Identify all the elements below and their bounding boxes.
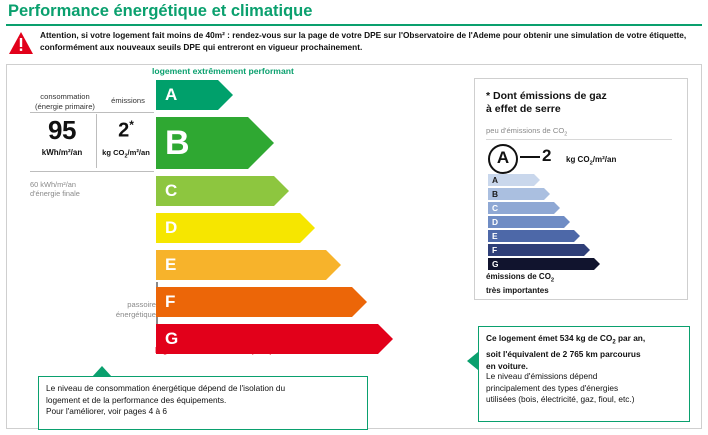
bar-letter: E bbox=[165, 255, 177, 274]
bar-letter: C bbox=[165, 181, 178, 200]
emissions-value-star: * bbox=[129, 118, 134, 132]
ges-dash bbox=[520, 156, 540, 158]
callout-right-bold-line1: Ce logement émet 534 kg de CO bbox=[486, 333, 613, 343]
ges-subtitle bbox=[486, 126, 676, 138]
bar-letter: G bbox=[165, 329, 179, 348]
final-energy-note bbox=[30, 180, 140, 198]
bar-letter: B bbox=[165, 124, 190, 162]
callout-right-bold-line2: soit l'équivalent de 2 765 km parcourus bbox=[486, 349, 641, 360]
ges-selected-badge: A bbox=[488, 144, 518, 174]
ges-title-line1: * Dont émissions de gaz bbox=[486, 90, 607, 102]
title-divider bbox=[6, 24, 702, 26]
emissions-unit-sub: 2 bbox=[124, 153, 128, 160]
callout-left-line2: logement et de la performance des équipements. bbox=[46, 394, 227, 405]
emissions-unit-a: kg CO bbox=[102, 148, 125, 157]
consumption-unit: kWh/m²/an bbox=[41, 148, 83, 157]
passoire-note bbox=[90, 300, 156, 319]
emissions-unit bbox=[96, 148, 156, 160]
ges-class-bar-g bbox=[488, 258, 594, 270]
energy-class-scale bbox=[156, 80, 396, 348]
ges-unit-b: /m²/an bbox=[592, 155, 617, 164]
values-separator bbox=[96, 114, 97, 168]
ges-bar-letter: E bbox=[492, 231, 498, 241]
ges-bar-body bbox=[488, 258, 594, 270]
callout-right-line1: Le niveau d'émissions dépend bbox=[486, 371, 598, 381]
ges-bar-letter: C bbox=[492, 203, 499, 213]
ges-class-bar-b bbox=[488, 188, 544, 200]
ges-class-bar-e bbox=[488, 230, 574, 242]
passoire-line1: passoire bbox=[127, 300, 156, 309]
bar-letter: A bbox=[165, 85, 178, 104]
bar-letter: F bbox=[165, 292, 176, 311]
ges-unit-a: kg CO bbox=[566, 155, 590, 164]
ges-bar-letter: G bbox=[492, 259, 499, 269]
ges-bar-arrow-tip bbox=[574, 230, 580, 242]
energy-class-bar-e bbox=[156, 250, 326, 280]
ges-class-bar-d bbox=[488, 216, 564, 228]
consumption-label-line1: consommation bbox=[40, 92, 90, 101]
final-energy-line1: 60 kWh/m²/an bbox=[30, 180, 77, 189]
bar-body bbox=[156, 324, 378, 354]
ges-bar-arrow-tip bbox=[554, 202, 560, 214]
energy-class-bar-d bbox=[156, 213, 300, 243]
warning-triangle-icon bbox=[8, 31, 34, 55]
bar-arrow-tip bbox=[300, 213, 315, 243]
energy-class-bar-b bbox=[156, 117, 248, 169]
bar-body bbox=[156, 213, 300, 243]
ges-bar-letter: B bbox=[492, 189, 499, 199]
consumption-label-line2: (énergie primaire) bbox=[35, 101, 95, 111]
energy-class-bar-a bbox=[156, 80, 218, 110]
ges-subtitle-text: peu d'émissions de CO bbox=[486, 126, 565, 135]
callout-right-text bbox=[486, 371, 682, 406]
emissions-label: émissions bbox=[111, 96, 145, 105]
callout-right-line3: utilisées (bois, électricité, gaz, fioul, etc.) bbox=[486, 394, 635, 404]
warning-text: Attention, si votre logement fait moins de 40m² : rendez-vous sur la page de votre DPE sur l'Observatoire de l'Ademe pour obtenir une simulation de votre étiquette, conformément aux nouveaux seuils DPE qui entreront en vigueur prochainement. bbox=[40, 30, 687, 52]
ges-bar-arrow-tip bbox=[534, 174, 540, 186]
emissions-value bbox=[98, 118, 154, 143]
ges-unit bbox=[566, 155, 616, 167]
emissions-value-number: 2 bbox=[118, 119, 130, 142]
ges-bar-arrow-tip bbox=[594, 258, 600, 270]
bar-body bbox=[156, 287, 352, 317]
callout-right-bold-sub: 2 bbox=[612, 339, 616, 346]
ges-class-bar-f bbox=[488, 244, 584, 256]
scale-caption-top: logement extrêmement performant bbox=[152, 66, 294, 76]
ges-divider bbox=[486, 139, 672, 140]
ges-bar-arrow-tip bbox=[584, 244, 590, 256]
page-title: Performance énergétique et climatique bbox=[8, 2, 313, 20]
callout-right-bold-line1b: par an, bbox=[615, 333, 646, 343]
ges-class-bar-c bbox=[488, 202, 554, 214]
ges-unit-sub: 2 bbox=[589, 160, 593, 167]
ges-bar-body bbox=[488, 244, 584, 256]
ges-value: 2 bbox=[542, 146, 552, 165]
consumption-label bbox=[28, 92, 102, 111]
ges-class-bar-a bbox=[488, 174, 534, 186]
bar-arrow-tip bbox=[378, 324, 393, 354]
final-energy-line2: d'énergie finale bbox=[30, 189, 80, 198]
ges-footer bbox=[486, 272, 676, 297]
passoire-line2: énergétique bbox=[115, 309, 156, 319]
ges-bar-body bbox=[488, 230, 574, 242]
callout-left-line3: Pour l'améliorer, voir pages 4 à 6 bbox=[46, 406, 168, 416]
bar-body bbox=[156, 250, 326, 280]
ges-title bbox=[486, 90, 676, 116]
emissions-unit-b: /m²/an bbox=[127, 148, 150, 157]
energy-class-bar-g bbox=[156, 324, 378, 354]
ges-title-line2: à effet de serre bbox=[486, 103, 561, 115]
bar-arrow-tip bbox=[326, 250, 341, 280]
ges-subtitle-sub: 2 bbox=[564, 131, 568, 138]
ges-bar-letter: F bbox=[492, 245, 498, 255]
warning-banner bbox=[6, 30, 702, 60]
ges-bar-arrow-tip bbox=[564, 216, 570, 228]
consumption-value: 95 bbox=[48, 115, 76, 145]
callout-left-line1: Le niveau de consommation énergétique dépend de l'isolation du bbox=[46, 383, 286, 393]
callout-right-line2: principalement des types d'énergies bbox=[486, 382, 619, 393]
energy-class-bar-f bbox=[156, 287, 352, 317]
bar-arrow-tip bbox=[274, 176, 289, 206]
bar-arrow-tip bbox=[248, 117, 274, 169]
bar-letter: D bbox=[165, 218, 178, 237]
ges-footer-line1: émissions de CO bbox=[486, 272, 551, 281]
bar-arrow-tip bbox=[218, 80, 233, 110]
callout-left-text bbox=[46, 383, 362, 418]
energy-class-bar-c bbox=[156, 176, 274, 206]
callout-right-bold bbox=[486, 333, 682, 372]
callout-right-bold-line3: en voiture. bbox=[486, 360, 528, 371]
ges-bar-body bbox=[488, 216, 564, 228]
bar-arrow-tip bbox=[352, 287, 367, 317]
callout-right-pointer bbox=[467, 352, 478, 370]
ges-bar-letter: A bbox=[492, 175, 499, 185]
ges-footer-line2: très importantes bbox=[486, 286, 549, 296]
ges-bar-letter: D bbox=[492, 217, 499, 227]
ges-footer-sub: 2 bbox=[550, 277, 555, 284]
ges-bar-arrow-tip bbox=[544, 188, 550, 200]
